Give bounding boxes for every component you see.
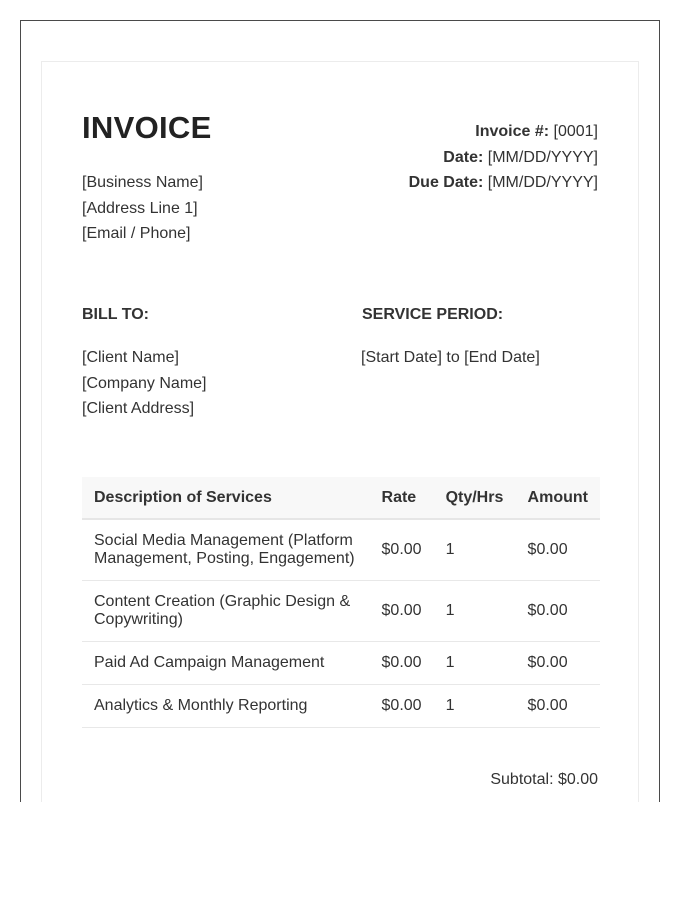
row-qty: 1 — [434, 519, 516, 581]
document-frame — [20, 20, 660, 802]
row-rate: $0.00 — [370, 685, 434, 728]
row-rate: $0.00 — [370, 642, 434, 685]
invoice-number-line — [409, 119, 598, 145]
table-row — [82, 581, 600, 642]
business-info — [82, 170, 203, 247]
bill-to-heading: BILL TO: — [82, 306, 149, 323]
row-amount: $0.00 — [516, 519, 600, 581]
row-description: Content Creation (Graphic Design & Copywriting) — [82, 581, 370, 642]
table-row — [82, 685, 600, 728]
row-rate: $0.00 — [370, 581, 434, 642]
invoice-date-value: [MM/DD/YYYY] — [487, 148, 598, 166]
business-address: [Address Line 1] — [82, 199, 198, 217]
header-description: Description of Services — [82, 477, 370, 519]
service-period-value: [Start Date] to [End Date] — [361, 349, 540, 366]
header-amount: Amount — [516, 477, 600, 519]
table-row — [82, 642, 600, 685]
invoice-paper — [41, 61, 639, 802]
invoice-meta — [409, 119, 598, 196]
header-rate: Rate — [370, 477, 434, 519]
row-description: Social Media Management (Platform Management, Posting, Engagement) — [82, 519, 370, 581]
row-qty: 1 — [434, 581, 516, 642]
invoice-date-label: Date: — [443, 148, 484, 166]
service-period-heading: SERVICE PERIOD: — [362, 306, 504, 323]
row-qty: 1 — [434, 642, 516, 685]
invoice-date-line — [409, 145, 598, 171]
services-table — [82, 477, 600, 728]
bill-to-info — [82, 345, 207, 422]
row-amount: $0.00 — [516, 642, 600, 685]
subtotal: Subtotal: $0.00 — [490, 771, 598, 788]
due-date-line — [409, 170, 598, 196]
table-header-row — [82, 477, 600, 519]
row-amount: $0.00 — [516, 685, 600, 728]
row-description: Paid Ad Campaign Management — [82, 642, 370, 685]
client-address: [Client Address] — [82, 400, 195, 417]
client-name: [Client Name] — [82, 349, 179, 366]
row-qty: 1 — [434, 685, 516, 728]
business-name: [Business Name] — [82, 174, 203, 191]
row-description: Analytics & Monthly Reporting — [82, 685, 370, 728]
due-date-value: [MM/DD/YYYY] — [487, 174, 598, 191]
invoice-number-label: Invoice #: — [475, 123, 550, 140]
due-date-label: Due Date: — [408, 174, 484, 191]
business-contact: [Email / Phone] — [82, 225, 191, 242]
table-row — [82, 519, 600, 581]
invoice-title: INVOICE — [82, 110, 212, 145]
header-qty: Qty/Hrs — [434, 477, 516, 519]
invoice-number-value: [0001] — [553, 123, 598, 140]
row-amount: $0.00 — [516, 581, 600, 642]
company-name: [Company Name] — [82, 374, 207, 392]
row-rate: $0.00 — [370, 519, 434, 581]
